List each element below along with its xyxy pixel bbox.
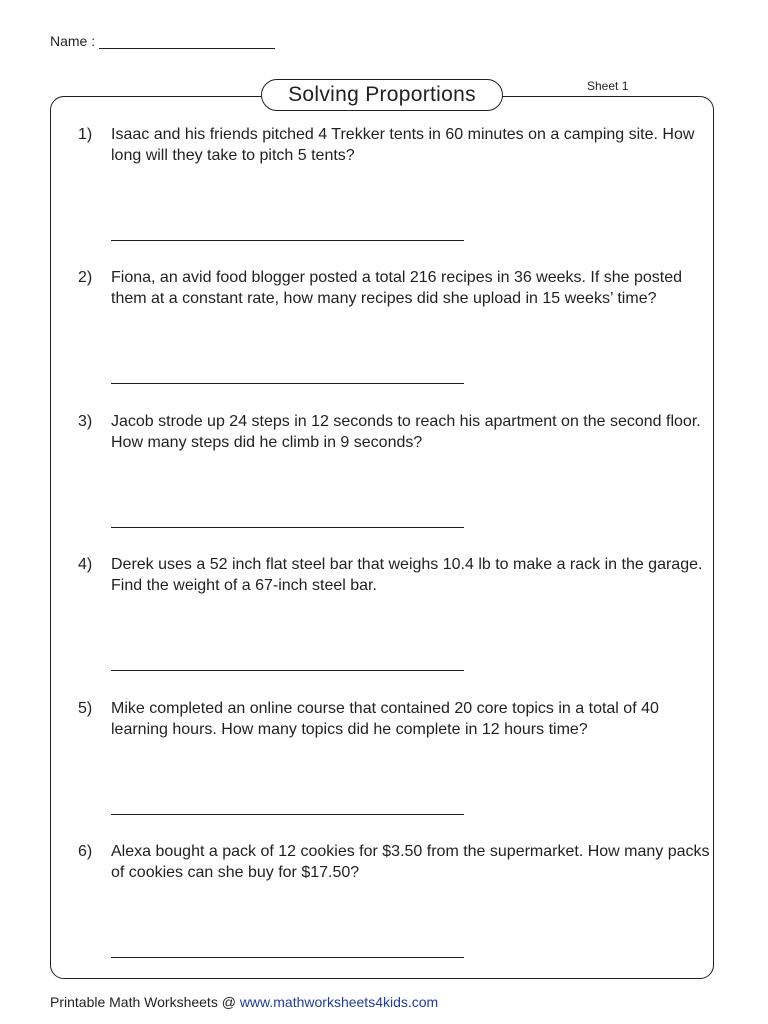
problem-item [78,555,718,695]
answer-line [111,383,464,384]
name-label: Name : [50,33,96,49]
sheet-label: Sheet 1 [587,79,629,93]
page-title: Solving Proportions [288,83,476,106]
problem-text: Isaac and his friends pitched 4 Trekker tents in 60 minutes on a camping site. How long will they take to pitch 5 tents? [111,126,695,164]
problem-item [78,699,718,839]
problem-text: Jacob strode up 24 steps in 12 seconds to reach his apartment on the second floor. How many steps did he climb in 9 seconds? [111,413,701,451]
problem-number: 1) [78,126,93,143]
problem-item [78,412,718,552]
problem-text: Mike completed an online course that contained 20 core topics in a total of 40 learning hours. How many topics did he complete in 12 hours time? [111,700,659,738]
problem-text: Alexa bought a pack of 12 cookies for $3.50 from the supermarket. How many packs of cookies can she buy for $17.50? [111,843,710,881]
problem-item [78,842,718,982]
problem-number: 2) [78,269,93,286]
footer [50,994,438,1010]
answer-line [111,814,464,815]
footer-link[interactable]: www.mathworksheets4kids.com [239,994,439,1010]
problem-item [78,125,718,265]
problem-text: Fiona, an avid food blogger posted a total 216 recipes in 36 weeks. If she posted them at a constant rate, how many recipes did she upload in 15 weeks’ time? [111,269,683,307]
name-line [99,32,275,49]
answer-line [111,670,464,671]
problem-number: 4) [78,556,93,573]
problem-number: 6) [78,843,93,860]
answer-line [111,240,464,241]
problem-item [78,268,718,408]
answer-line [111,527,464,528]
title-badge [261,79,503,111]
answer-line [111,957,464,958]
name-field-row [50,32,275,49]
problem-number: 5) [78,700,93,717]
problem-text: Derek uses a 52 inch flat steel bar that weighs 10.4 lb to make a rack in the garage. Find the weight of a 67-inch steel bar. [111,556,703,594]
footer-text: Printable Math Worksheets @ [50,994,240,1010]
problem-number: 3) [78,413,93,430]
